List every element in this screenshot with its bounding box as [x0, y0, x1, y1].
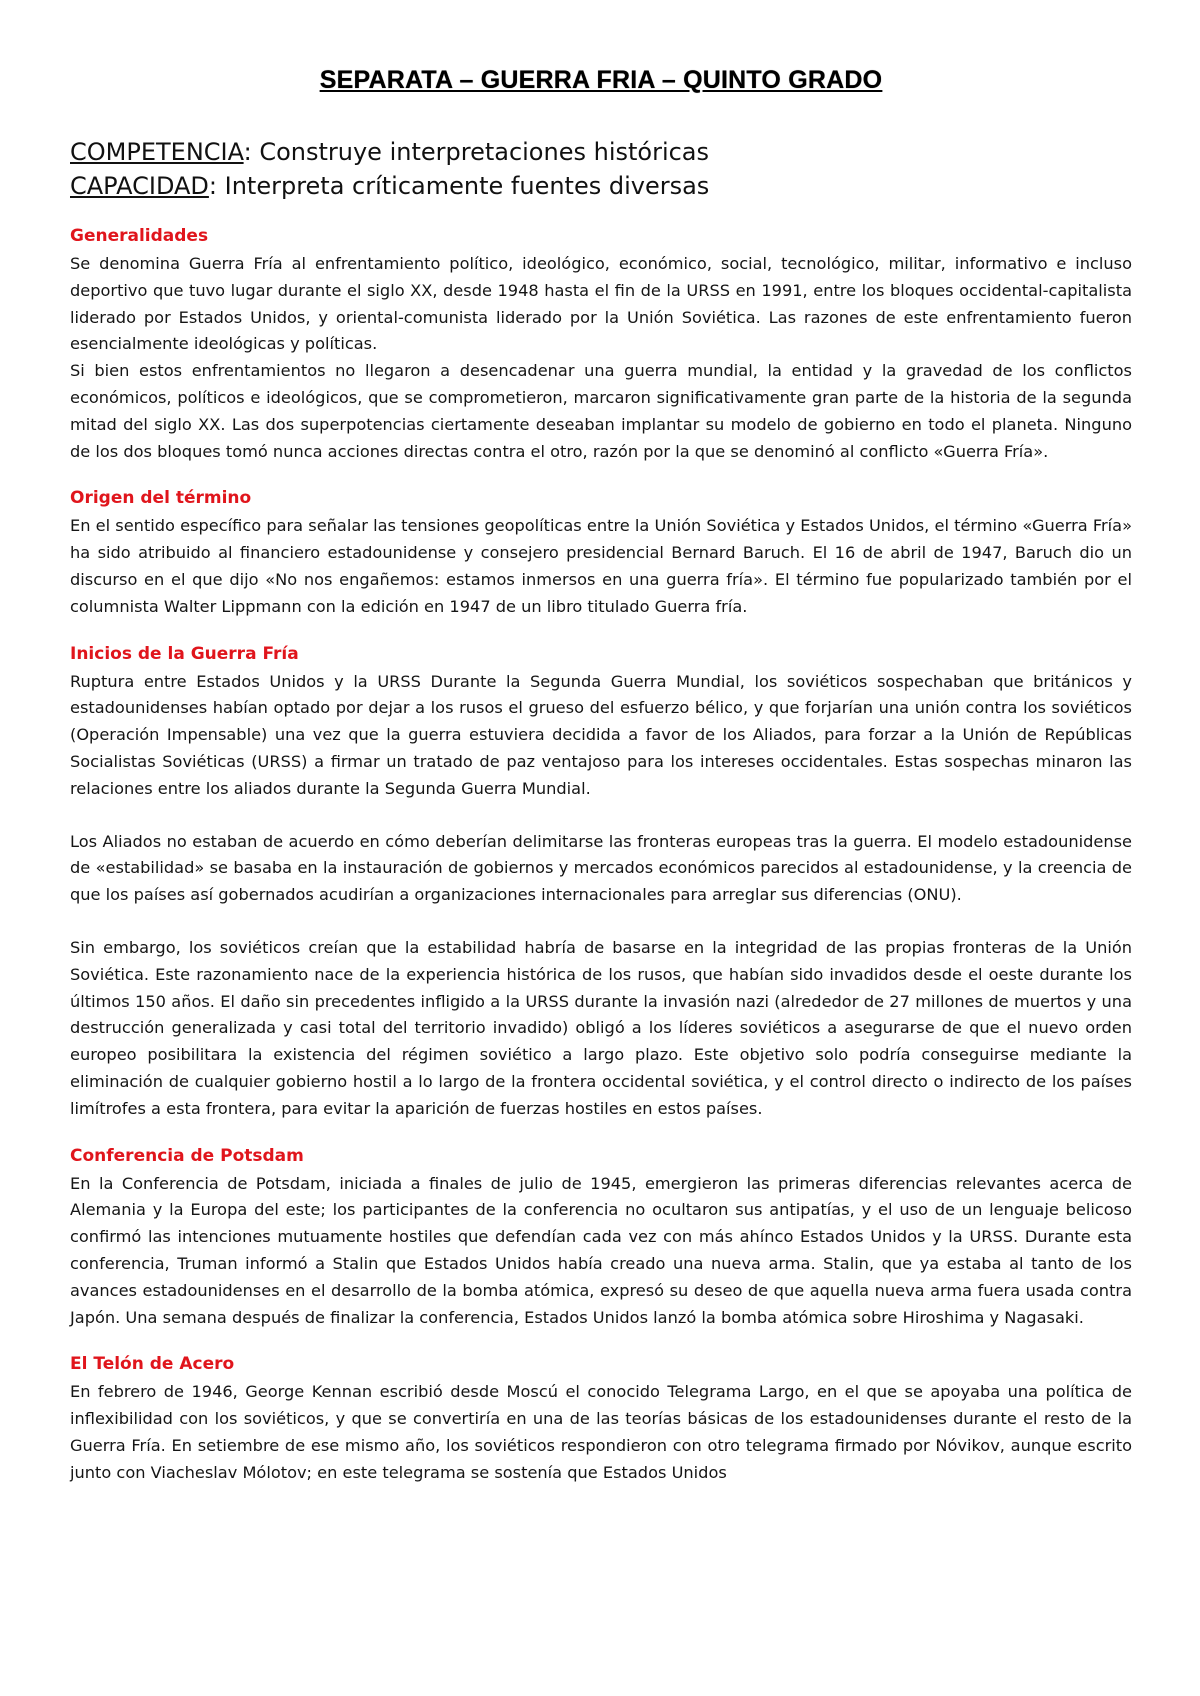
paragraph: En febrero de 1946, George Kennan escribió desde Moscú el conocido Telegrama Largo, en el que se apoyaba una política de inflexibilidad con los soviéticos, y que se convertiría en una de las teorías básicas de los estadounidenses durante el resto de la Guerra Fría. En setiembre de ese mismo año, los soviéticos respondieron con otro telegrama firmado por Nóvikov, aunque escrito junto con Viacheslav Mólotov; en este telegrama se sostenía que Estados Unidos	[70, 1382, 1132, 1482]
page-title: SEPARATA – GUERRA FRIA – QUINTO GRADO	[319, 66, 883, 94]
capacidad-value: : Interpreta críticamente fuentes diversas	[208, 172, 710, 200]
section-heading: Generalidades	[70, 226, 209, 246]
section-inicios-guerra-fria	[70, 639, 1132, 1123]
section-heading: Origen del término	[70, 488, 252, 509]
capacidad-line	[70, 169, 1132, 203]
section-conferencia-potsdam	[70, 1141, 1132, 1332]
paragraph: Ruptura entre Estados Unidos y la URSS Durante la Segunda Guerra Mundial, los soviéticos sospechaban que británicos y estadounidenses habían optado por dejar a los rusos el grueso del esfuerzo bélico, y que forjarían una unión contra los soviéticos (Operación Impensable) una vez que la guerra estuviera decidida a favor de los Aliados, para forzar a la Unión de Repúblicas Socialistas Soviéticas (URSS) a firmar un tratado de paz ventajoso para los intereses occidentales. Estas sospechas minaron las relaciones entre los aliados durante la Segunda Guerra Mundial.	[70, 671, 1132, 798]
section-heading: Conferencia de Potsdam	[70, 1145, 304, 1166]
meta-block	[70, 135, 1132, 203]
document-page	[70, 56, 1132, 1486]
competencia-label: COMPETENCIA	[70, 138, 244, 166]
section-heading: Inicios de la Guerra Fría	[70, 643, 299, 664]
section-telon-de-acero	[70, 1349, 1132, 1486]
paragraph: Sin embargo, los soviéticos creían que la estabilidad habría de basarse en la integridad de las propias fronteras de la Unión Soviética. Este razonamiento nace de la experiencia histórica de los rusos, que habían sido invadidos desde el oeste durante los últimos 150 años. El daño sin precedentes infligido a la URSS durante la invasión nazi (alrededor de 27 millones de muertos y una destrucción generalizada y casi total del territorio invadido) obligó a los líderes soviéticos a asegurarse de que el nuevo orden europeo posibilitara la existencia del régimen soviético a largo plazo. Este objetivo solo podría conseguirse mediante la eliminación de cualquier gobierno hostil a lo largo de la frontera occidental soviética, y el control directo o indirecto de los países limítrofes a esta frontera, para evitar la aparición de fuerzas hostiles en estos países.	[70, 937, 1132, 1118]
paragraph: En la Conferencia de Potsdam, iniciada a finales de julio de 1945, emergieron las primeras diferencias relevantes acerca de Alemania y la Europa del este; los participantes de la conferencia no ocultaron sus antipatías, y el uso de un lenguaje belicoso confirmó las intenciones mutuamente hostiles que defendían cada vez con más ahínco Estados Unidos y la URSS. Durante esta conferencia, Truman informó a Stalin que Estados Unidos había creado una nueva arma. Stalin, que ya estaba al tanto de los avances estadounidenses en el desarrollo de la bomba atómica, expresó su deseo de que aquella nueva arma fuera usada contra Japón. Una semana después de finalizar la conferencia, Estados Unidos lanzó la bomba atómica sobre Hiroshima y Nagasaki.	[70, 1173, 1132, 1327]
section-generalidades	[70, 221, 1132, 465]
paragraph: Si bien estos enfrentamientos no llegaron a desencadenar una guerra mundial, la entidad y la gravedad de los conflictos económicos, políticos e ideológicos, que se comprometieron, marcaron significativamente gran parte de la historia de la segunda mitad del siglo XX. Las dos superpotencias ciertamente deseaban implantar su modelo de gobierno en todo el planeta. Ninguno de los dos bloques tomó nunca acciones directas contra el otro, razón por la que se denominó al conflicto «Guerra Fría».	[70, 361, 1132, 461]
section-origen-del-termino	[70, 483, 1132, 620]
capacidad-label: CAPACIDAD	[70, 172, 209, 200]
competencia-line	[70, 135, 1132, 169]
paragraph: Se denomina Guerra Fría al enfrentamiento político, ideológico, económico, social, tecnológico, militar, informativo e incluso deportivo que tuvo lugar durante el siglo XX, desde 1948 hasta el fin de la URSS en 1991, entre los bloques occidental-capitalista liderado por Estados Unidos, y oriental-comunista liderado por la Unión Soviética. Las razones de este enfrentamiento fueron esencialmente ideológicas y políticas.	[70, 254, 1132, 354]
competencia-value: : Construye interpretaciones históricas	[243, 138, 710, 166]
section-heading: El Telón de Acero	[70, 1354, 235, 1375]
paragraph: En el sentido específico para señalar las tensiones geopolíticas entre la Unión Soviética y Estados Unidos, el término «Guerra Fría» ha sido atribuido al financiero estadounidense y consejero presidencial Bernard Baruch. El 16 de abril de 1947, Baruch dio un discurso en el que dijo «No nos engañemos: estamos inmersos en una guerra fría». El término fue popularizado también por el columnista Walter Lippmann con la edición en 1947 de un libro titulado Guerra fría.	[70, 516, 1132, 616]
paragraph: Los Aliados no estaban de acuerdo en cómo deberían delimitarse las fronteras europeas tras la guerra. El modelo estadounidense de «estabilidad» se basaba en la instauración de gobiernos y mercados económicos parecidos al estadounidense, y la creencia de que los países así gobernados acudirían a organizaciones internacionales para arreglar sus diferencias (ONU).	[70, 831, 1132, 905]
